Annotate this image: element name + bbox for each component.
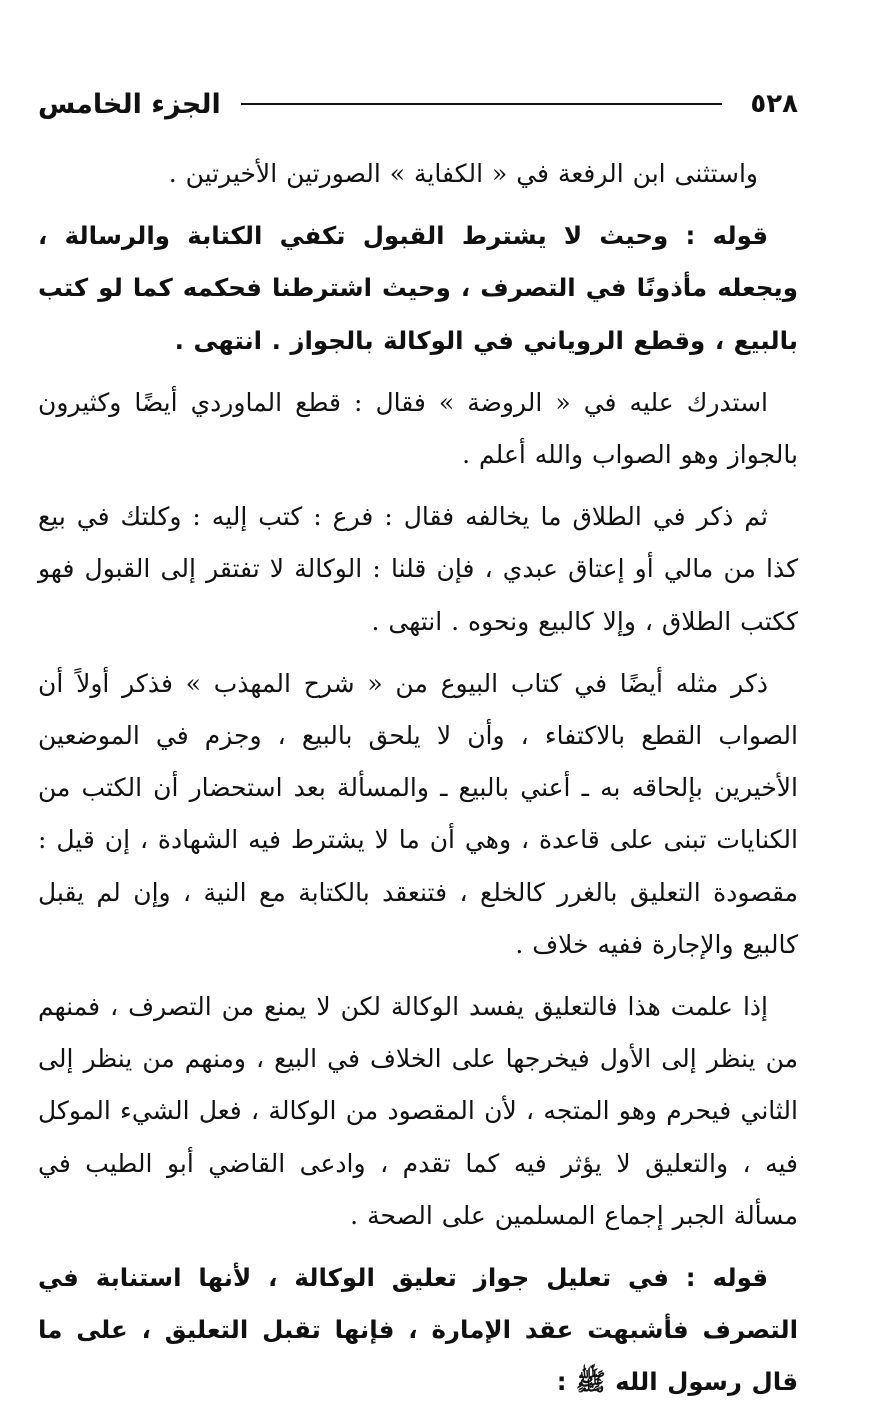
book-page <box>38 78 798 1397</box>
quoted-statement-1: قوله : وحيث لا يشترط القبول تكفي الكتابة والرسالة ، ويجعله مأذونًا في التصرف ، وحيث اشترطنا فحكمه كما لو كتب بالبيع ، وقطع الروياني في الوكالة بالجواز . انتهى . <box>38 221 798 355</box>
paragraph-3: ثم ذكر في الطلاق ما يخالفه فقال : فرع : كتب إليه : وكلتك في بيع كذا من مالي أو إعتاق عبدي ، فإن قلنا : الوكالة لا تفتقر إلى القبول فهو ككتب الطلاق ، وإلا كالبيع ونحوه . انتهى . <box>38 502 798 636</box>
running-title: الجزء الخامس <box>38 88 221 120</box>
paragraph-5: إذا علمت هذا فالتعليق يفسد الوكالة لكن لا يمنع من التصرف ، فمنهم من ينظر إلى الأول فيخرجها على الخلاف في البيع ، ومنهم من ينظر إلى الثاني فيحرم وهو المتجه ، لأن المقصود من الوكالة ، فعل الشيء الموكل فيه ، والتعليق لا يؤثر فيه كما تقدم ، وادعى القاضي أبو الطيب في مسألة الجبر إجماع المسلمين على الصحة . <box>38 992 798 1230</box>
page-body <box>38 148 798 1409</box>
page-number: ٥٢٨ <box>750 89 798 119</box>
paragraph-2: استدرك عليه في « الروضة » فقال : قطع الماوردي أيضًا وكثيرون بالجواز وهو الصواب والله أعلم . <box>38 387 798 470</box>
page-header <box>38 78 798 130</box>
header-rule <box>241 103 723 105</box>
paragraph-1: واستثنى ابن الرفعة في « الكفاية » الصورتين الأخيرتين . <box>168 159 758 188</box>
paragraph-4: ذكر مثله أيضًا في كتاب البيوع من « شرح المهذب » فذكر أولاً أن الصواب القطع بالاكتفاء ، وأن لا يلحق بالبيع ، وجزم في الموضعين الأخيرين بإلحاقه به ـ أعني بالبيع ـ والمسألة بعد استحضار أن الكتب من الكنايات تبنى على قاعدة ، وهي أن ما لا يشترط فيه الشهادة ، إن قيل : مقصودة التعليق بالغرر كالخلع ، فتنعقد بالكتابة مع النية ، وإن لم يقبل كالبيع والإجارة ففيه خلاف . <box>38 668 798 959</box>
quoted-statement-2: قوله : في تعليل جواز تعليق الوكالة ، لأنها استنابة في التصرف فأشبهت عقد الإمارة ، فإنها تقبل التعليق ، على ما قال رسول الله ﷺ : <box>38 1263 798 1397</box>
